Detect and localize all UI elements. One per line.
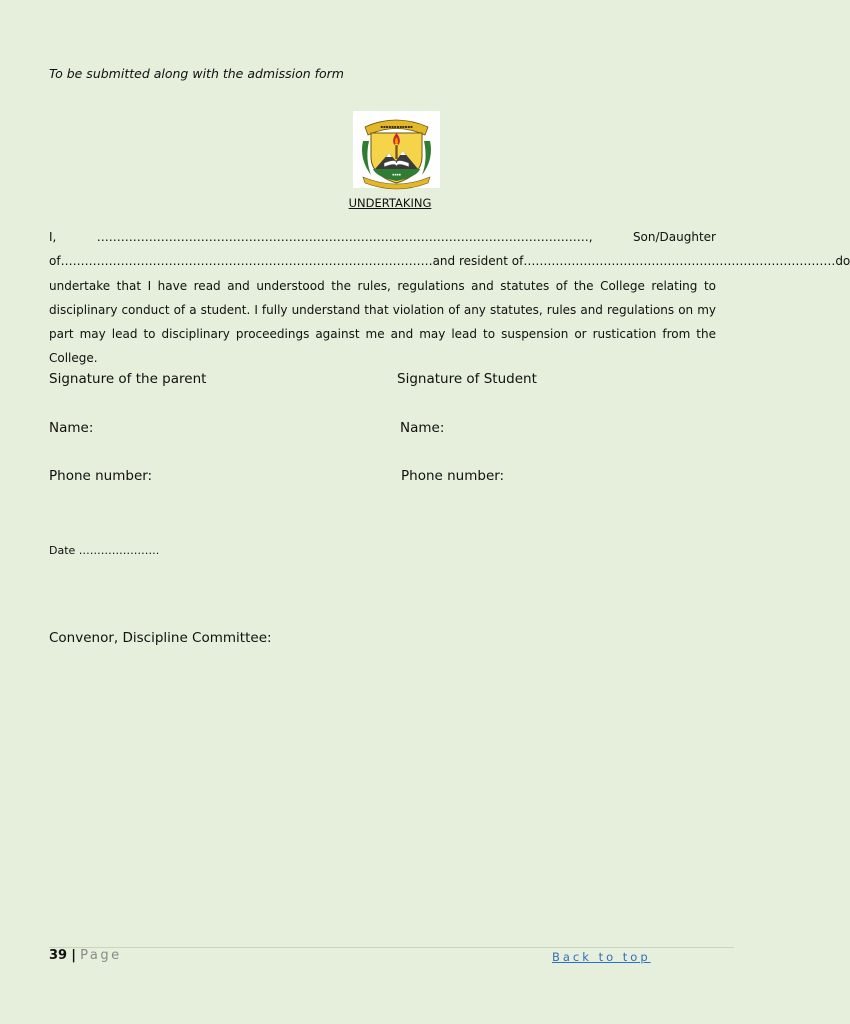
svg-text:▪▪▪▪▪▪▪▪▪▪▪▪: ▪▪▪▪▪▪▪▪▪▪▪▪ bbox=[380, 124, 413, 129]
line2-mid: and resident of bbox=[432, 254, 524, 269]
line1-start: I, bbox=[49, 230, 57, 244]
parent-name-label: Name: bbox=[49, 420, 94, 436]
undertaking-body bbox=[49, 225, 850, 371]
svg-text:▪▪▪▪: ▪▪▪▪ bbox=[392, 172, 401, 177]
parent-signature-label: Signature of the parent bbox=[49, 371, 207, 387]
line2-start: of…………………………………………… bbox=[49, 254, 265, 269]
document-title: UNDERTAKING bbox=[348, 196, 432, 210]
submission-note: To be submitted along with the admission form bbox=[49, 66, 344, 81]
undertaking-line-1 bbox=[49, 225, 716, 249]
line1-end: Son/Daughter bbox=[632, 230, 716, 244]
residence-blank: ……………………………………………………………………do bbox=[523, 254, 850, 269]
page-separator: | bbox=[71, 948, 76, 963]
footer-divider bbox=[49, 947, 734, 948]
page-word: Page bbox=[80, 948, 122, 963]
name-blank: ……………………………………………………………………………………………………………, bbox=[96, 230, 593, 244]
back-to-top-link[interactable]: Back to top bbox=[552, 950, 651, 964]
student-name-label: Name: bbox=[400, 420, 445, 436]
college-crest-icon bbox=[353, 111, 440, 188]
undertaking-paragraph: undertake that I have read and understood the rules, regulations and statutes of the College relating to disciplinary conduct of a student. I fully understand that violation of any statutes, rules and regulations on my part may lead to disciplinary proceedings against me and may lead to suspension or rustication from the College. bbox=[49, 278, 716, 366]
page-number bbox=[49, 948, 122, 963]
page-number-value: 39 bbox=[49, 948, 68, 963]
parent-blank: …………………………………… bbox=[264, 254, 433, 269]
date-label: Date …………………. bbox=[49, 544, 160, 557]
undertaking-line-2 bbox=[49, 249, 850, 273]
convenor-label: Convenor, Discipline Committee: bbox=[49, 630, 272, 646]
student-phone-label: Phone number: bbox=[401, 468, 505, 484]
student-signature-label: Signature of Student bbox=[397, 371, 537, 387]
parent-phone-label: Phone number: bbox=[49, 468, 153, 484]
